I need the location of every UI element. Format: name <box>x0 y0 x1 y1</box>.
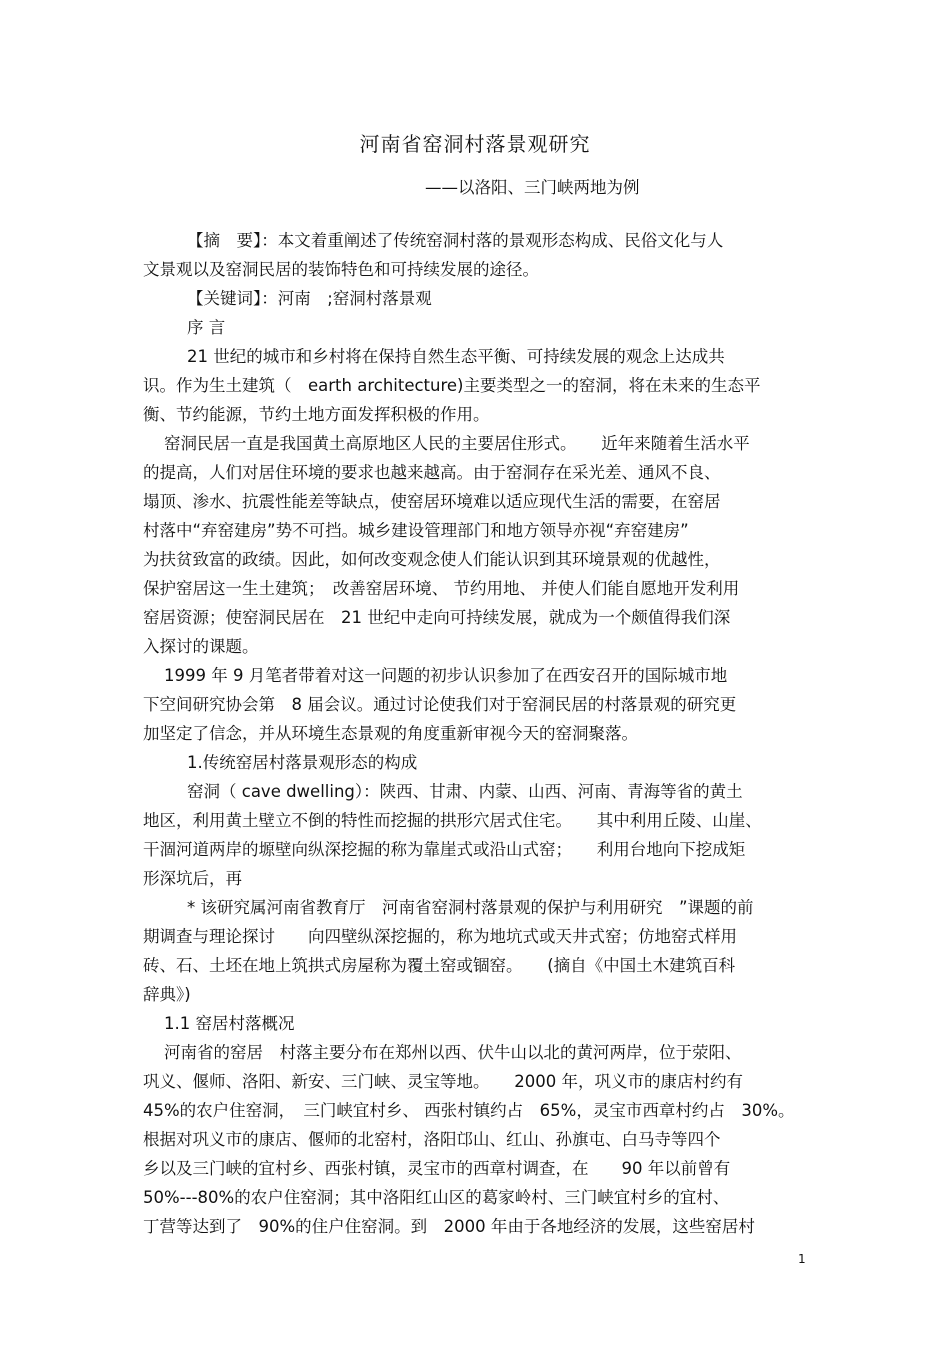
paragraph-line: 保护窑居这一生土建筑； 改善窑居环境、 节约用地、 并使人们能自愿地开发利用 <box>143 579 740 598</box>
section-heading: 序 言 <box>187 318 226 337</box>
paragraph-line: 地区，利用黄土壁立不倒的特性而挖掘的拱形穴居式住宅。 其中利用丘陵、山崖、 <box>143 811 762 830</box>
paragraph-line: 50%---80%的农户住窑洞；其中洛阳红山区的葛家岭村、三门峡宜村乡的宜村、 <box>143 1188 730 1207</box>
page-number: 1 <box>798 1252 806 1266</box>
paragraph-line: 加坚定了信念，并从环境生态景观的角度重新审视今天的窑洞聚落。 <box>143 724 638 743</box>
paragraph-line: 1999 年 9 月笔者带着对这一问题的初步认识参加了在西安召开的国际城市地 <box>164 666 728 685</box>
paragraph-line: 识。作为生土建筑（ earth architecture)主要类型之一的窑洞，将在未来的生态平 <box>143 376 761 395</box>
paragraph-line: 河南省的窑居 村落主要分布在郑州以西、伏牛山以北的黄河两岸，位于荥阳、 <box>164 1043 742 1062</box>
paragraph-line: 窑洞（ cave dwelling）：陕西、甘肃、内蒙、山西、河南、青海等省的黄土 <box>187 782 743 801</box>
paragraph-line: 21 世纪的城市和乡村将在保持自然生态平衡、可持续发展的观念上达成共 <box>187 347 725 366</box>
paragraph-line: 45%的农户住窑洞， 三门峡宜村乡、 西张村镇约占 65%，灵宝市西章村约占 30%。 <box>143 1101 795 1120</box>
paragraph-line: 砖、石、土坯在地上筑拱式房屋称为覆土窑或锢窑。 (摘自《中国土木建筑百科 <box>143 956 736 975</box>
paragraph-line: 巩义、偃师、洛阳、新安、三门峡、灵宝等地。 2000 年，巩义市的康店村约有 <box>143 1072 743 1091</box>
paragraph-line: 窑洞民居一直是我国黄土高原地区人民的主要居住形式。 近年来随着生活水平 <box>164 434 750 453</box>
paragraph-line: 为扶贫致富的政绩。因此，如何改变观念使人们能认识到其环境景观的优越性， <box>143 550 721 569</box>
paragraph-line: 形深坑后，再 <box>143 869 242 888</box>
paragraph-line: 乡以及三门峡的宜村乡、西张村镇，灵宝市的西章村调查，在 90 年以前曾有 <box>143 1159 731 1178</box>
paragraph-line: 根据对巩义市的康店、偃师的北窑村，洛阳邙山、红山、孙旗屯、白马寺等四个 <box>143 1130 721 1149</box>
paragraph-line: 入探讨的课题。 <box>143 637 259 656</box>
abstract-line: 【摘 要】：本文着重阐述了传统窑洞村落的景观形态构成、民俗文化与人 <box>187 231 724 250</box>
abstract-line: 文景观以及窑洞民居的装饰特色和可持续发展的途径。 <box>143 260 539 279</box>
paragraph-line: 辞典》) <box>143 985 191 1004</box>
section-heading: 1.1 窑居村落概况 <box>164 1014 295 1033</box>
paragraph-line: 干涸河道两岸的塬壁向纵深挖掘的称为靠崖式或沿山式窑； 利用台地向下挖成矩 <box>143 840 746 859</box>
paragraph-line: 的提高，人们对居住环境的要求也越来越高。由于窑洞存在采光差、通风不良、 <box>143 463 721 482</box>
paragraph-line: 窑居资源；使窑洞民居在 21 世纪中走向可持续发展，就成为一个颇值得我们深 <box>143 608 731 627</box>
document-subtitle: ——以洛阳、三门峡两地为例 <box>425 178 640 197</box>
paragraph-line: 期调查与理论探讨 向四壁纵深挖掘的，称为地坑式或天井式窑；仿地窑式样用 <box>143 927 737 946</box>
paragraph-line: 村落中“弃窑建房”势不可挡。城乡建设管理部门和地方领导亦视“弃窑建房” <box>143 521 689 540</box>
document-title: 河南省窑洞村落景观研究 <box>359 132 591 156</box>
keywords-line: 【关键词】：河南 ;窑洞村落景观 <box>187 289 432 308</box>
footnote-line: * 该研究属河南省教育厅 河南省窑洞村落景观的保护与利用研究 ”课题的前 <box>187 898 754 917</box>
paragraph-line: 丁营等达到了 90%的住户住窑洞。到 2000 年由于各地经济的发展，这些窑居村 <box>143 1217 755 1236</box>
paragraph-line: 塌顶、渗水、抗震性能差等缺点，使窑居环境难以适应现代生活的需要，在窑居 <box>143 492 721 511</box>
paragraph-line: 下空间研究协会第 8 届会议。通过讨论使我们对于窑洞民居的村落景观的研究更 <box>143 695 737 714</box>
section-heading: 1.传统窑居村落景观形态的构成 <box>187 753 418 772</box>
paragraph-line: 衡、节约能源，节约土地方面发挥积极的作用。 <box>143 405 490 424</box>
